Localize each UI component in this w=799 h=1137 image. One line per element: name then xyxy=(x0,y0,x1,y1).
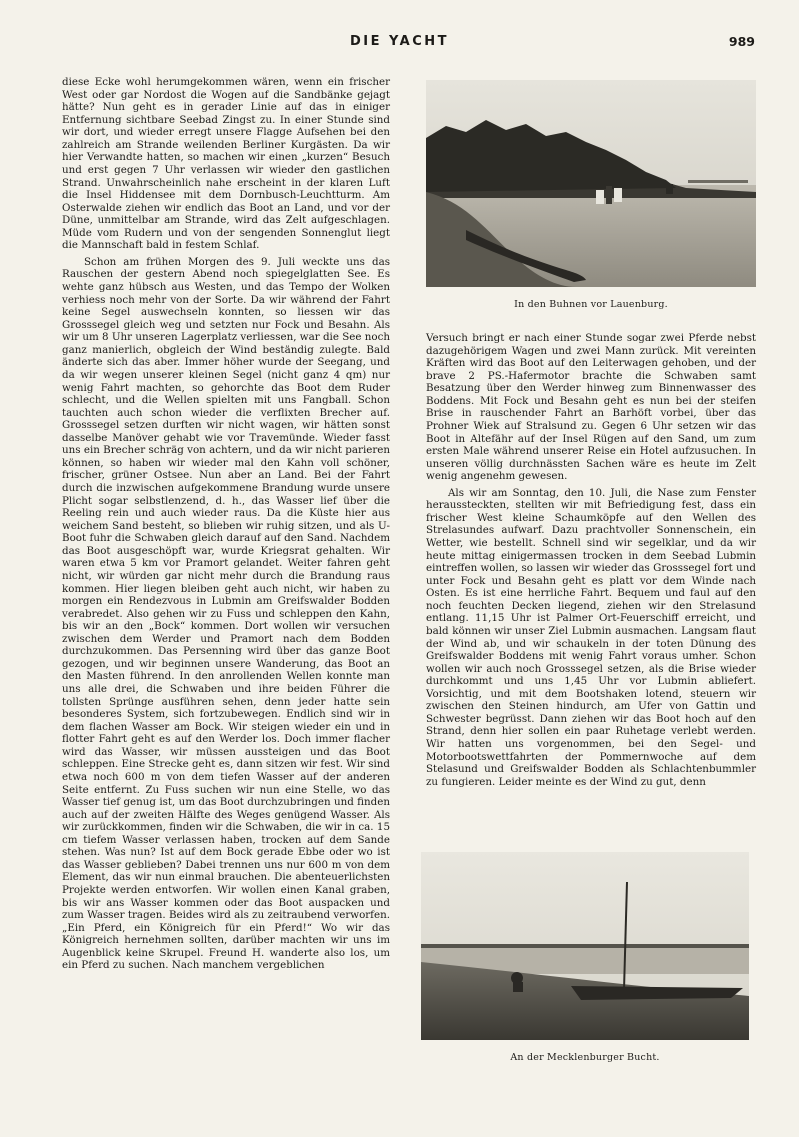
journal-title: DIE YACHT xyxy=(349,34,450,49)
paragraph: diese Ecke wohl herumgekommen wären, wenn ein frischer West oder gar Nordost die Wogen auf die Sandbänke gejagt hätte? Nun geht es in gerader Linie auf das in einiger Entfernung sichtbare Seebad Zingst zu. In einer Stunde sind wir dort, und wieder erregt unsere Flagge Aufsehen bei den zahlreich am Strande weilenden Berliner Kurgästen. Da wir hier Verwandte hatten, so machen wir einen „kurzen“ Besuch und erst gegen 7 Uhr verlassen wir wieder den gastlichen Strand. Unwahrscheinlich nahe erscheint in der klaren Luft die Insel Hiddensee mit dem Dornbusch-Leuchtturm. Am Osterwalde ziehen wir endlich das Boot an Land, und vor der Düne, unmittelbar am Strande, wird das Zelt aufgeschlagen. Müde vom Rudern und von der sengenden Sonnenglut liegt die Mannschaft bald in festem Schlaf. xyxy=(62,76,390,252)
paragraph: Schon am frühen Morgen des 9. Juli weckte uns das Rauschen der gestern Abend noch spiegelglatten See. Es wehte ganz hübsch aus Westen, und das Tempo der Wolken verhiess noch mehr von der Sorte. Da wir während der Fahrt keine Segel auswechseln konnten, so liessen wir das Grosssegel gleich weg und setzten nur Fock und Besahn. Als wir um 8 Uhr unseren Lagerplatz verliessen, war die See noch ganz manierlich, obgleich der Wind beständig zulegte. Bald änderte sich das aber. Immer höher wurde der Seegang, und da wir wegen unserer kleinen Segel (nicht ganz 4 qm) nur wenig Fahrt machten, so gehorchte das Boot dem Ruder schlecht, und die Wellen spielten mit uns Fangball. Schon tauchten auch schon wieder die verflixten Brecher auf. Grosssegel setzen durften wir nicht wagen, wir hätten sonst dasselbe Manöver gehabt wie vor Travemünde. Wieder fasst uns ein Brecher schräg von achtern, und da wir nicht parieren können, so haben wir wieder mal den Kahn voll schöner, frischer, grüner Ostsee. Nun aber an Land. Bei der Fahrt durch die inzwischen aufgekommene Brandung wurde unsere Plicht sogar selbstlenzend, d. h., das Wasser lief über die Reeling rein und auch wieder raus. Da die Küste hier aus weichem Sand besteht, so blieben wir ruhig sitzen, und als U-Boot fuhr die Schwaben gleich darauf auf den Sand. Nachdem das Boot ausgeschöpft war, wurde Kriegsrat gehalten. Wir waren etwa 5 km vor Pramort gelandet. Weiter fahren geht nicht, wir würden gar nicht mehr durch die Brandung raus kommen. Hier liegen bleiben geht auch nicht, wir haben zu morgen ein Rendezvous in Lubmin am Greifswalder Bodden verabredet. Also gehen wir zu Fuss und schleppen den Kahn, bis wir an den „Bock“ kommen. Dort wollen wir versuchen zwischen dem Werder und Pramort nach dem Bodden durchzukommen. Das Persenning wird über das ganze Boot gezogen, und wir beginnen unsere Wanderung, das Boot an den Masten führend. In den anrollenden Wellen konnte man uns alle drei, die Schwaben und ihre beiden Führer die tollsten Sprünge ausführen sehen, denn jeder hatte sein besonderes System, sich fortzubewegen. Endlich sind wir in dem flachen Wasser am Bock. Wir steigen wieder ein und in flotter Fahrt geht es auf den Werder los. Doch immer flacher wird das Wasser, wir müssen aussteigen und das Boot schleppen. Eine Strecke geht es, dann sitzen wir fest. Wir sind etwa noch 600 m von dem tiefen Wasser auf der anderen Seite entfernt. Zu Fuss suchen wir nun eine Stelle, wo das Wasser tief genug ist, um das Boot durchzubringen und finden auch auf der zweiten Hälfte des Weges genügend Wasser. Als wir zurückkommen, finden wir die Schwaben, die wir in ca. 15 cm tiefem Wasser verlassen haben, trocken auf dem Sande stehen. Was nun? Ist auf dem Bock gerade Ebbe oder wo ist das Wasser geblieben? Dabei trennen uns nur 600 m von dem Element, das wir nun einmal brauchen. Die abenteuerlichsten Projekte werden entworfen. Wir wollen einen Kanal graben, bis wir ans Wasser kommen oder das Boot auspacken und zum Wasser tragen. Beides wird als zu zeitraubend verworfen. „Ein Pferd, ein Königreich für ein Pferd!“ Wo wir das Königreich hernehmen sollten, darüber machten wir uns im Augenblick keine Skrupel. Freund H. wanderte also los, um ein Pferd zu suchen. Nach manchem vergeblichen xyxy=(62,255,390,972)
photo-mecklenburg-bay xyxy=(421,852,749,1040)
left-column xyxy=(62,76,390,972)
figure-mecklenburg xyxy=(421,852,749,1063)
paragraph: Versuch bringt er nach einer Stunde sogar zwei Pferde nebst dazugehörigem Wagen und zwei Mann zurück. Mit vereinten Kräften wird das Boot auf den Leiterwagen gehoben, und der brave 2 PS.-Hafermotor brachte die Schwaben samt Besatzung über den Werder hinweg zum Binnenwasser des Boddens. Mit Fock und Besahn geht es nun bei der steifen Brise in rauschender Fahrt an Barhöft vorbei, über das Prohner Wiek auf Stralsund zu. Gegen 6 Uhr setzen wir das Boot in Altefähr auf der Insel Rügen auf den Sand, um zum ersten Male während unserer Reise ein Hotel aufzusuchen. In unseren völlig durchnässten Sachen wäre es heute im Zelt wenig angenehm gewesen. xyxy=(426,332,756,483)
right-column xyxy=(426,332,756,788)
photo-lauenburg-image xyxy=(426,80,756,287)
figure-caption: An der Mecklenburger Bucht. xyxy=(510,1052,660,1063)
page-number: 989 xyxy=(728,34,755,49)
photo-mecklenburg-image xyxy=(421,852,749,1040)
figure-lauenburg xyxy=(426,80,756,310)
running-header xyxy=(0,28,799,54)
photo-lauenburg-groynes xyxy=(426,80,756,287)
figure-caption: In den Buhnen vor Lauenburg. xyxy=(514,299,668,310)
paragraph: Als wir am Sonntag, den 10. Juli, die Nase zum Fenster heraussteckten, stellten wir mit Befriedigung fest, dass ein frischer West kleine Schaumköpfe auf den Wellen des Strelasundes aufwarf. Dazu prachtvoller Sonnenschein, ein Wetter, wie bestellt. Schnell sind wir segelklar, und da wir heute mittag einigermassen trocken in dem Seebad Lubmin eintreffen wollen, so lassen wir wieder das Grosssegel fort und unter Fock und Besahn geht es platt vor dem Winde nach Osten. Es ist eine herrliche Fahrt. Bequem und faul auf den noch feuchten Decken liegend, ziehen wir den Strelasund entlang. 11,15 Uhr ist Palmer Ort-Feuerschiff erreicht, und bald können wir unser Ziel Lubmin ausmachen. Langsam flaut der Wind ab, und wir schaukeln in der toten Dünung des Greifswalder Boddens mit wenig Fahrt voraus umher. Schon wollen wir auch noch Grosssegel setzen, als die Brise wieder durchkommt und uns 1,45 Uhr vor Lubmin abliefert. Vorsichtig, und mit dem Bootshaken lotend, steuern wir zwischen den Steinen hindurch, am Ufer von Gattin und Schwester begrüsst. Dann ziehen wir das Boot hoch auf den Strand, denn hier sollen ein paar Ruhetage verlebt werden. Wir hatten uns vorgenommen, bei den Segel- und Motorbootswettfahrten der Pommernwoche auf dem Stelasund und Greifswalder Bodden als Schlachtenbummler zu fungieren. Leider meinte es der Wind zu gut, denn xyxy=(426,486,756,788)
